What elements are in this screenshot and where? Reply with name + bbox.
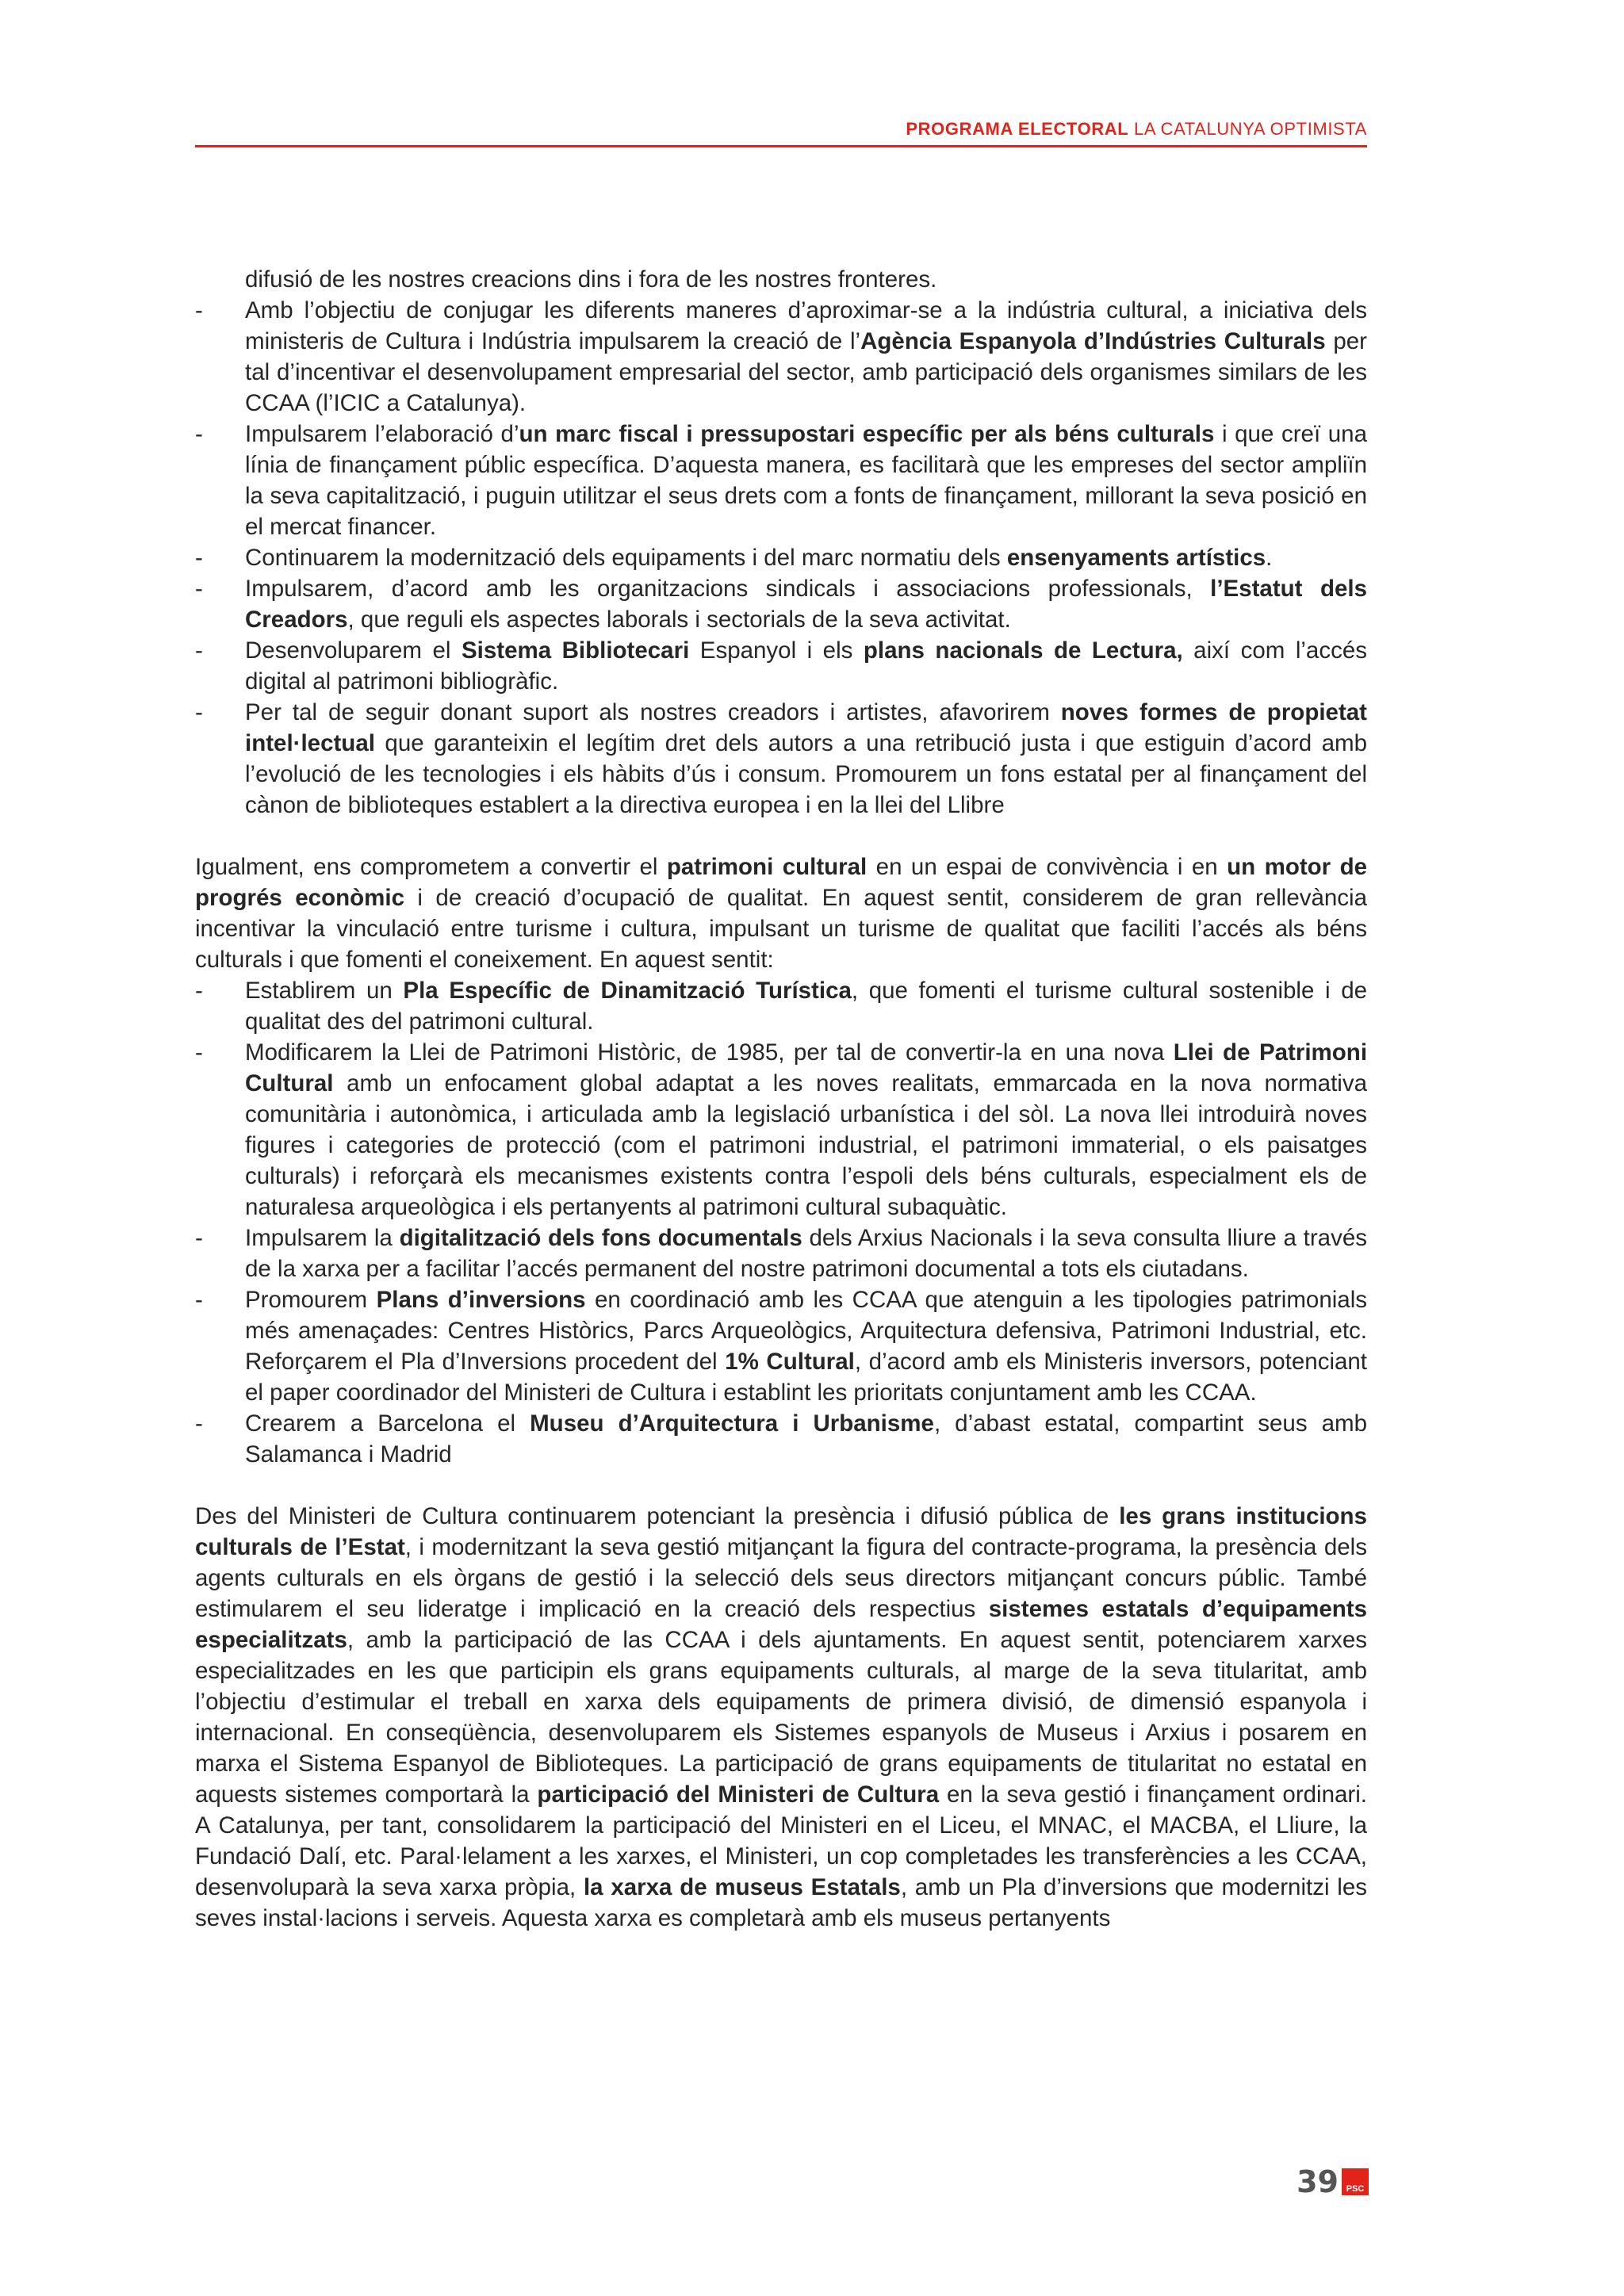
list-bullet: -	[195, 576, 203, 602]
bold-phrase: Museu d’Arquitectura i Urbanisme	[530, 1410, 934, 1437]
list-bullet: -	[195, 978, 203, 1004]
list-bullet: -	[195, 297, 203, 323]
body-paragraph: Igualment, ens comprometem a convertir el patrimoni cultural en un espai de convivència i en un motor de progrés econòmic i de creació d’ocupació de qualitat. En aquest sentit, considerem de gran rellevància incentivar la vinculació entre turisme i cultura, impulsant un turisme de qualitat que faciliti l’accés als béns culturals i que fomenti el coneixement. En aquest sentit:	[195, 854, 1368, 973]
list-bullet: -	[195, 637, 203, 664]
header-title-bold: PROGRAMA ELECTORAL	[906, 119, 1129, 139]
list-bullet: -	[195, 1225, 203, 1251]
list-item: - Per tal de seguir donant suport als nostres creadors i artistes, afavorirem noves formes de propietat intel·lectual que garanteixin el legítim dret dels autors a una retribució justa i que estiguin d’acord amb l’evolució de les tecnologies i els hàbits d’ús i consum. Promourem un fons estatal per al finançament del cànon de biblioteques establert a la directiva europea i en la llei del Llibre	[195, 697, 1367, 821]
bold-phrase: Pla Específic de Dinamització Turística	[403, 978, 852, 1004]
running-header	[195, 119, 1367, 140]
bold-phrase: un motor de progrés econòmic	[195, 854, 1368, 911]
list-item: - Impulsarem, d’acord amb les organitzacions sindicals i associacions professionals, l’Estatut dels Creadors, que reguli els aspectes laborals i sectorials de la seva activitat.	[195, 573, 1367, 635]
paragraph-gap	[195, 1470, 1367, 1501]
bold-phrase: digitalització dels fons documentals	[399, 1225, 802, 1251]
list-item: - Modificarem la Llei de Patrimoni Històric, de 1985, per tal de convertir-la en una nova Llei de Patrimoni Cultural amb un enfocament global adaptat a les noves realitats, emmarcada en la nova normativa comunitària i autonòmica, i articulada amb la legislació urbanística i del sòl. La nova llei introduirà noves figures i categories de protecció (com el patrimoni industrial, el patrimoni immaterial, o els paisatges culturals) i reforçarà els mecanismes existents contra l’espoli dels béns culturals, especialment els de naturalesa arqueològica i els pertanyents al patrimoni cultural subaquàtic.	[195, 1037, 1367, 1223]
list-item: - Impulsarem la digitalització dels fons documentals dels Arxius Nacionals i la seva consulta lliure a través de la xarxa per a facilitar l’accés permanent del nostre patrimoni documental a tots els ciutadans.	[195, 1223, 1367, 1284]
list-bullet: -	[195, 699, 203, 725]
bold-phrase: 1% Cultural	[725, 1349, 855, 1375]
bold-phrase: Llei de Patrimoni Cultural	[245, 1039, 1368, 1096]
bold-phrase: la xarxa de museus Estatals	[583, 1874, 901, 1900]
page-number: 39	[1297, 2164, 1339, 2199]
list-item: - Crearem a Barcelona el Museu d’Arquitectura i Urbanisme, d’abast estatal, compartint seus amb Salamanca i Madrid	[195, 1408, 1367, 1470]
list-item: - Continuarem la modernització dels equipaments i del marc normatiu dels ensenyaments artístics.	[195, 542, 1367, 573]
bold-phrase: participació del Ministeri de Cultura	[537, 1781, 940, 1808]
paragraph-gap	[195, 821, 1367, 851]
list-item: - Establirem un Pla Específic de Dinamització Turística, que fomenti el turisme cultural sostenible i de qualitat des del patrimoni cultural.	[195, 975, 1367, 1037]
document-body	[195, 264, 1367, 1934]
bold-phrase: noves formes de propietat intel·lectual	[245, 699, 1367, 756]
list-bullet: -	[195, 421, 203, 447]
bold-phrase: Plans d’inversions	[376, 1287, 586, 1313]
body-paragraph: Des del Ministeri de Cultura continuarem potenciant la presència i difusió pública de les grans institucions culturals de l’Estat, i modernitzant la seva gestió mitjançant la figura del contracte-programa, la presència dels agents culturals en els òrgans de gestió i la selecció dels seus directors mitjançant concurs públic. També estimularem el seu lideratge i implicació en la creació dels respectius sistemes estatals d’equipaments especialitzats, amb la participació de las CCAA i dels ajuntaments. En aquest sentit, potenciarem xarxes especialitzades en les que participin els grans equipaments culturals, al marge de la seva titularitat, amb l’objectiu d’estimular el treball en xarxa dels equipaments de primera divisió, de dimensió espanyola i internacional. En conseqüència, desenvoluparem els Sistemes espanyols de Museus i Arxius i posarem en marxa el Sistema Espanyol de Biblioteques. La participació de grans equipaments de titularitat no estatal en aquests sistemes comportarà la participació del Ministeri de Cultura en la seva gestió i finançament ordinari. A Catalunya, per tant, consolidarem la participació del Ministeri en el Liceu, el MNAC, el MACBA, el Lliure, la Fundació Dalí, etc. Paral·lelament a les xarxes, el Ministeri, un cop completades les transferències a les CCAA, desenvoluparà la seva xarxa pròpia, la xarxa de museus Estatals, amb un Pla d’inversions que modernitzi les seves instal·lacions i serveis. Aquesta xarxa es completarà amb els museus pertanyents	[195, 1503, 1367, 1931]
bold-phrase: Sistema Bibliotecari	[461, 637, 690, 664]
bold-phrase: l’Estatut dels Creadors	[245, 576, 1367, 633]
bold-phrase: Agència Espanyola d’Indústries Culturals	[860, 328, 1326, 354]
list-bullet: -	[195, 545, 203, 571]
bold-phrase: patrimoni cultural	[666, 854, 868, 880]
list-item: - Amb l’objectiu de conjugar les diferents maneres d’aproximar-se a la indústria cultural, a iniciativa dels ministeris de Cultura i Indústria impulsarem la creació de l’Agència Espanyola d’Indústries Culturals per tal d’incentivar el desenvolupament empresarial del sector, amb participació dels organismes similars de les CCAA (l’ICIC a Catalunya).	[195, 295, 1367, 419]
bullet-list	[195, 975, 1367, 1470]
bold-phrase: plans nacionals de Lectura,	[863, 637, 1183, 664]
bold-phrase: un marc fiscal i pressupostari específic per als béns culturals	[519, 421, 1215, 447]
list-item: - Promourem Plans d’inversions en coordinació amb les CCAA que atenguin a les tipologies patrimonials més amenaçades: Centres Històrics, Parcs Arqueològics, Arquitectura defensiva, Patrimoni Industrial, etc. Reforçarem el Pla d’Inversions procedent del 1% Cultural, d’acord amb els Ministeris inversors, potenciant el paper coordinador del Ministeri de Cultura i establint les prioritats conjuntament amb les CCAA.	[195, 1284, 1367, 1408]
list-item: - Desenvoluparem el Sistema Bibliotecari Espanyol i els plans nacionals de Lectura, així com l’accés digital al patrimoni bibliogràfic.	[195, 635, 1367, 697]
continuation-paragraph: difusió de les nostres creacions dins i fora de les nostres fronteres.	[245, 266, 937, 293]
header-title-rest: LA CATALUNYA OPTIMISTA	[1128, 119, 1367, 139]
bold-phrase: ensenyaments artístics	[1006, 545, 1266, 571]
list-bullet: -	[195, 1039, 203, 1066]
list-item: - Impulsarem l’elaboració d’un marc fiscal i pressupostari específic per als béns culturals i que creï una línia de finançament públic específica. D’aquesta manera, es facilitarà que les empreses del sector ampliïn la seva capitalització, i puguin utilitzar el seus drets com a fonts de finançament, millorant la seva posició en el mercat financer.	[195, 419, 1367, 542]
list-bullet: -	[195, 1287, 203, 1313]
page-footer	[1297, 2164, 1369, 2199]
header-divider	[195, 145, 1367, 147]
psc-logo	[1342, 2168, 1369, 2195]
list-bullet: -	[195, 1410, 203, 1437]
psc-logo-text: PSC	[1346, 2184, 1365, 2194]
bullet-list	[195, 295, 1367, 821]
bold-phrase: sistemes estatals d’equipaments especialitzats	[195, 1596, 1367, 1653]
bold-phrase: les grans institucions culturals de l’Estat	[195, 1503, 1367, 1560]
